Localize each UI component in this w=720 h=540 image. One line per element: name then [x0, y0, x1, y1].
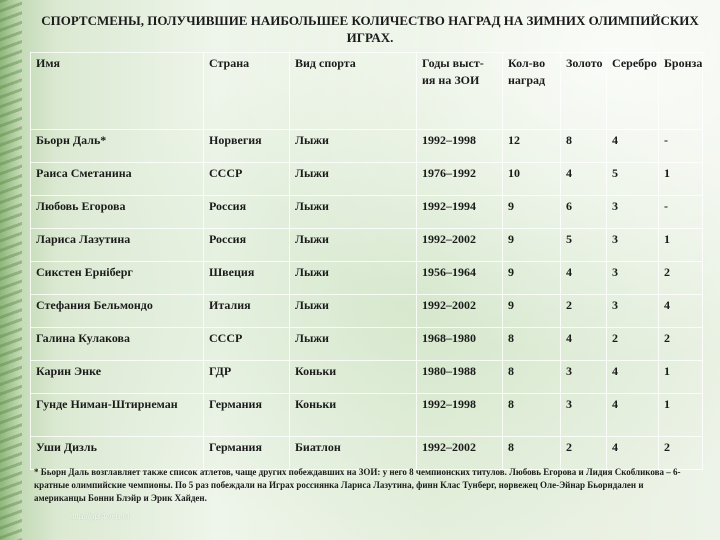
cell-sport: Лыжи [290, 130, 417, 163]
cell-sport: Лыжи [290, 328, 417, 361]
table-row [31, 163, 703, 196]
cell-country: СССР [204, 163, 290, 196]
cell-country: Германия [204, 394, 290, 437]
cell-years: 1976–1992 [417, 163, 503, 196]
cell-years: 1992–2002 [417, 437, 503, 470]
cell-bronze: 1 [659, 394, 703, 437]
cell-total: 10 [503, 163, 561, 196]
table-row [31, 437, 703, 470]
column-header-name: Имя [31, 53, 204, 130]
table-row [31, 394, 703, 437]
cell-bronze: - [659, 196, 703, 229]
cell-sport: Биатлон [290, 437, 417, 470]
column-header-bronze: Бронза [659, 53, 703, 130]
cell-name: Гунде Ниман-Штирнеман [31, 394, 204, 437]
cell-gold: 8 [561, 130, 607, 163]
cell-country: Россия [204, 196, 290, 229]
cell-country: СССР [204, 328, 290, 361]
cell-bronze: 2 [659, 262, 703, 295]
cell-name: Сикстен Ерніберг [31, 262, 204, 295]
cell-total: 8 [503, 437, 561, 470]
medal-table [30, 52, 703, 470]
column-header-years: Годы выст-ия на ЗОИ [417, 53, 503, 130]
cell-country: Италия [204, 295, 290, 328]
cell-years: 1992–2002 [417, 229, 503, 262]
cell-total: 8 [503, 361, 561, 394]
cell-years: 1992–1998 [417, 130, 503, 163]
cell-silver: 4 [607, 361, 659, 394]
column-header-total: Кол-во наград [503, 53, 561, 130]
source-url: http://ppt4web.ru [70, 512, 130, 521]
table-row [31, 328, 703, 361]
cell-sport: Коньки [290, 394, 417, 437]
cell-name: Стефания Бельмондо [31, 295, 204, 328]
cell-gold: 6 [561, 196, 607, 229]
column-header-sport: Вид спорта [290, 53, 417, 130]
cell-country: Германия [204, 437, 290, 470]
cell-years: 1980–1988 [417, 361, 503, 394]
table-row [31, 229, 703, 262]
cell-silver: 4 [607, 437, 659, 470]
cell-bronze: 2 [659, 437, 703, 470]
column-header-country: Страна [204, 53, 290, 130]
cell-years: 1968–1980 [417, 328, 503, 361]
cell-years: 1992–1998 [417, 394, 503, 437]
cell-country: Швеция [204, 262, 290, 295]
cell-sport: Лыжи [290, 295, 417, 328]
cell-total: 9 [503, 295, 561, 328]
cell-country: Норвегия [204, 130, 290, 163]
cell-silver: 3 [607, 262, 659, 295]
cell-bronze: 2 [659, 328, 703, 361]
cell-total: 8 [503, 328, 561, 361]
decorative-leaf-strip [0, 0, 22, 540]
cell-bronze: - [659, 130, 703, 163]
cell-total: 9 [503, 229, 561, 262]
cell-total: 12 [503, 130, 561, 163]
cell-gold: 5 [561, 229, 607, 262]
cell-country: Россия [204, 229, 290, 262]
cell-name: Бьорн Даль* [31, 130, 204, 163]
cell-name: Уши Дизль [31, 437, 204, 470]
column-header-silver: Серебро [607, 53, 659, 130]
cell-gold: 3 [561, 394, 607, 437]
cell-gold: 4 [561, 262, 607, 295]
cell-bronze: 1 [659, 229, 703, 262]
cell-sport: Лыжи [290, 196, 417, 229]
cell-gold: 2 [561, 295, 607, 328]
cell-bronze: 1 [659, 361, 703, 394]
cell-total: 9 [503, 262, 561, 295]
cell-silver: 3 [607, 229, 659, 262]
cell-silver: 4 [607, 130, 659, 163]
cell-years: 1992–2002 [417, 295, 503, 328]
table-row [31, 262, 703, 295]
cell-gold: 3 [561, 361, 607, 394]
cell-bronze: 4 [659, 295, 703, 328]
cell-sport: Лыжи [290, 163, 417, 196]
cell-years: 1992–1994 [417, 196, 503, 229]
cell-years: 1956–1964 [417, 262, 503, 295]
footnote: * Бьорн Даль возглавляет также список атлетов, чаще других побеждавших на ЗОИ: у него 8 чемпионских титулов. Любовь Егорова и Лидия Скобликова – 6-кратные олимпийские чемпионы. По 5 раз побеждали на Играх россиянка Лариса Лазутина, финн Клас Тунберг, норвежец Оле-Эйнар Бьорндален и американцы Бонни Блэйр и Эрик Хайден. [34, 467, 681, 503]
cell-total: 9 [503, 196, 561, 229]
cell-bronze: 1 [659, 163, 703, 196]
cell-gold: 4 [561, 163, 607, 196]
cell-total: 8 [503, 394, 561, 437]
cell-silver: 3 [607, 196, 659, 229]
cell-gold: 4 [561, 328, 607, 361]
cell-name: Карин Энке [31, 361, 204, 394]
table-row [31, 361, 703, 394]
cell-name: Раиса Сметанина [31, 163, 204, 196]
cell-sport: Лыжи [290, 229, 417, 262]
page-title: СПОРТСМЕНЫ, ПОЛУЧИВШИЕ НАИБОЛЬШЕЕ КОЛИЧЕСТВО НАГРАД НА ЗИМНИХ ОЛИМПИЙСКИХ ИГРАХ. [41, 13, 699, 45]
column-header-gold: Золото [561, 53, 607, 130]
cell-name: Любовь Егорова [31, 196, 204, 229]
cell-sport: Лыжи [290, 262, 417, 295]
table-row [31, 295, 703, 328]
cell-silver: 3 [607, 295, 659, 328]
cell-country: ГДР [204, 361, 290, 394]
cell-silver: 4 [607, 394, 659, 437]
cell-silver: 5 [607, 163, 659, 196]
cell-name: Лариса Лазутина [31, 229, 204, 262]
table-row [31, 130, 703, 163]
table-row [31, 196, 703, 229]
cell-sport: Коньки [290, 361, 417, 394]
table-header-row [31, 53, 703, 130]
cell-gold: 2 [561, 437, 607, 470]
cell-name: Галина Кулакова [31, 328, 204, 361]
cell-silver: 2 [607, 328, 659, 361]
